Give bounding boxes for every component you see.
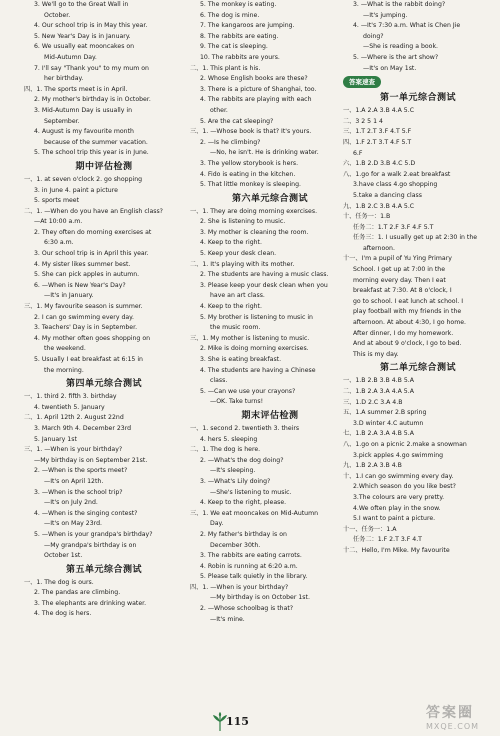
answer-line: —It's mine. [210,615,245,623]
answer-line: 3. Teachers' Day is in September. [34,324,138,332]
answer-line: have an art class. [210,292,265,300]
answer-line: 9. The cat is sleeping. [200,43,268,51]
answer-line: 4. hers 5. sleeping [200,435,258,443]
page-number: 115 [226,715,249,728]
answer-line: 4. Our school trip is in May this year. [34,22,148,30]
answer-line: —It's in January. [44,292,94,300]
answer-line: 3.The colours are very pretty. [353,493,445,501]
answer-line: 3.have class 4.go shopping [353,181,438,189]
section-heading: 期末评估检测 [241,410,299,421]
answer-line: 3. Mid-Autumn Day is usually in [34,106,133,114]
answer-line: go to school. I eat lunch at school. I [353,297,464,305]
answer-line: 二、1. This plant is his. [190,64,261,72]
answer-line: 4. Keep to the right, please. [200,499,287,507]
answer-line: 4. —When is the singing contest? [34,509,138,517]
answer-line: 2. —When is the sports meet? [34,467,128,475]
answer-line: 4. August is my favourite month [34,128,134,136]
answer-line: 6. —When is New Year's Day? [34,281,126,289]
answer-line: 6. We usually eat mooncakes on [34,43,135,51]
middle-column [190,0,350,710]
answer-line: 4. Fido is eating in the kitchen. [200,170,296,178]
answer-line: 5. The school trip this year is in June. [34,149,149,157]
answer-line: 2. They often do morning exercises at [34,228,152,236]
answer-line: 一、1. at seven o'clock 2. go shopping [24,175,143,183]
answer-line: 3. —What's Lily doing? [200,477,271,485]
answer-line: —OK. Take turns! [210,398,264,406]
answer-line: 一、1. second 2. twentieth 3. theirs [190,424,300,432]
answer-line: 4. twentieth 5. January [34,403,105,411]
answer-line: 七、1.B 2.A 3.A 4.B 5.A [343,430,414,438]
answer-line: 3. My mother is cleaning the room. [200,228,309,236]
answer-line: 5. The monkey is eating. [200,1,277,8]
answer-line: —She is reading a book. [363,43,438,51]
answer-line: 4. —It's 7:30 a.m. What is Chen Jie [353,22,461,30]
answer-line: —It's sleeping. [210,467,256,475]
answer-line: 二、3 2 5 1 4 [343,117,383,125]
answer-line: 二、1. April 12th 2. August 22nd [24,414,124,422]
section-badge: 答案速查 [343,76,381,88]
answer-line: —It's on May 23rd. [44,520,102,528]
answer-line: 7. I'll say "Thank you" to my mum on [34,64,149,72]
answer-line: 3.D winter 4.C autumn [353,419,424,427]
left-column [24,0,184,710]
answer-line: 8. The rabbits are eating. [200,32,279,40]
answer-line: 2. —Is he climbing? [200,138,261,146]
answer-line: —At 10:00 a.m. [34,218,83,226]
section-heading: 第一单元综合测试 [379,93,456,104]
answer-line: the weekend. [44,345,86,353]
answer-line: 7. The kangaroos are jumping. [200,22,295,30]
answer-line: 二、1.B 2.A 3.A 4.A 5.A [343,388,414,395]
answer-line: 一、1. third 2. fifth 3. birthday [24,393,117,401]
section-heading: 第五单元综合测试 [65,564,142,575]
watermark-url: MXQE.COM [426,722,480,731]
answer-line: play football with my friends in the [353,308,462,316]
answer-line: 八、1.go on a picnic 2.make a snowman [343,440,467,448]
answer-line: 5. Are the cat sleeping? [200,117,274,125]
answer-line: 四、1. The sports meet is in April. [24,85,128,93]
answer-line: —It's on April 12th. [44,477,104,485]
answer-line: 4. My mother often goes shopping on [34,334,151,342]
answer-line: 十二、Hello, I'm Mike. My favourite [343,546,450,554]
answer-line: 九、1.B 2.A 3.B 4.B [343,462,402,470]
answer-line: 10. The rabbits are yours. [200,53,280,61]
answer-line: breakfast at 7:30. At 8 o'clock, I [353,287,452,295]
answer-line: 3. March 9th 4. December 23rd [34,424,132,432]
answer-line: 4. The dog is hers. [34,610,92,618]
answer-line: 3. The rabbits are eating carrots. [200,552,302,560]
section-heading: 期中评估检测 [75,161,133,172]
answer-line: 5.I want to paint a picture. [353,515,436,523]
answer-line: 三、1.T 2.T 3.F 4.T 5.F [343,128,412,136]
answer-line: her birthday. [44,75,84,83]
answer-line: 三、1. We eat mooncakes on Mid-Autumn [190,509,319,517]
section-heading: 第六单元综合测试 [231,193,308,204]
answer-line: 任务三：1. I usually get up at 2:30 in the [353,234,478,242]
answer-line: the morning. [44,366,84,374]
answer-line: 4. The rabbits are playing with each [200,96,312,104]
answer-line: 三、1. My favourite season is summer. [24,303,143,311]
answer-line: class. [210,377,228,385]
answer-line: 5. Please talk quietly in the library. [200,573,308,581]
answer-line: 2. I can go swimming every day. [34,313,134,321]
right-column [343,0,493,710]
answer-line: 3. The elephants are drinking water. [34,599,147,607]
section-heading: 第四单元综合测试 [65,379,142,390]
answer-line: 5. She can pick apples in autumn. [34,271,140,279]
answer-line: Mid-Autumn Day. [44,53,97,61]
answer-line: 九、1.B 2.C 3.B 4.A 5.C [343,202,415,210]
badge-row [343,74,493,90]
answer-line: —It's on May 1st. [363,64,417,72]
answer-line: 任务二：1.F 2.T 3.F 4.T [353,536,422,544]
answer-line: 5. January 1st [34,435,77,443]
answer-line: 5.take a dancing class [353,191,422,199]
answer-line: 三、1. —Whose book is that? It's yours. [190,128,312,136]
answer-line: 3. She is eating breakfast. [200,356,282,363]
answer-line: 一、1. The dog is ours. [24,578,94,586]
answer-line: —No, he isn't. He is drinking water. [210,149,319,157]
answer-line: Day. [210,520,224,528]
answer-line: September. [44,117,80,125]
answer-line: October. [44,11,71,19]
answer-line: October 1st. [44,552,83,560]
answer-line: 3. There is a picture of Shanghai, too. [200,85,317,93]
answer-line: 6. The dog is mine. [200,11,260,19]
answer-line: morning every day. Then I eat [353,276,446,284]
answer-line: 5. Usually I eat breakfast at 6:15 in [34,356,143,363]
answer-line: 四、1.F 2.T 3.T 4.F 5.T [343,138,412,146]
answer-line: afternoon. [363,244,395,252]
answer-line: 五、1.A summer 2.B spring [343,409,427,417]
answer-line: 5. Keep your desk clean. [200,250,277,258]
answer-line: 5. My brother is listening to music in [200,313,313,321]
answer-line: 一、1.B 2.B 3.B 4.B 5.A [343,377,414,385]
answer-line: doing? [363,32,384,40]
answer-line: 八、1.go for a walk 2.eat breakfast [343,170,451,178]
answer-line: 一、1.A 2.A 3.B 4.A 5.C [343,107,415,115]
answer-line: 三、1. —When is your birthday? [24,446,123,454]
answer-line: 十、1.I can go swimming every day. [343,472,454,480]
answer-line: 十一、任务一：1.A [343,525,397,533]
answer-line: —It's on July 2nd. [44,499,98,507]
answer-line: 4. My sister likes summer best. [34,260,131,268]
answer-line: 3. —What is the rabbit doing? [353,1,446,8]
answer-line: 5. —When is your grandpa's birthday? [34,530,153,538]
answer-line: 4. The students are having a Chinese [200,366,316,374]
watermark-logo [426,702,496,734]
answer-line: —My birthday is on September 21st. [34,456,148,464]
answer-line: 2. Whose English books are these? [200,75,308,83]
answer-line: 2. My father's birthday is on [200,530,287,538]
answer-line: 3.pick apples 4.go swimming [353,451,444,459]
answer-line: 3. We'll go to the Great Wall in [34,1,129,8]
answer-line: 5. —Where is the art show? [353,53,439,61]
answer-line: 4. Robin is running at 6:20 a.m. [200,562,298,570]
answer-line: 5. That little monkey is sleeping. [200,181,301,189]
answer-line: 2. The pandas are climbing. [34,589,121,597]
answer-line: This is my day. [353,350,399,358]
answer-line: 5. New Year's Day is in January. [34,32,131,40]
answer-line: 2. —What's the dog doing? [200,456,284,464]
answer-line: 4. Keep to the right. [200,239,262,247]
answer-line: —My birthday is on October 1st. [210,594,310,602]
answer-line: the music room. [210,324,261,332]
answer-line: 4.We often play in the snow. [353,504,441,512]
answer-line: —It's jumping. [363,11,408,19]
answer-line: 二、1. —When do you have an English class? [24,207,163,215]
answer-line: School. I get up at 7:00 in the [353,266,446,274]
answer-line: 2. Mike is doing morning exercises. [200,345,309,353]
answer-line: 2.Which season do you like best? [353,483,456,491]
answer-line: 3. Our school trip is in April this year. [34,250,149,258]
answer-line: 6.F [353,149,363,157]
answer-line: December 30th. [210,541,261,549]
answer-line: 四、1. —When is your birthday? [190,583,289,591]
answer-line: 十一、I'm a pupil of Yu Ying Primary [343,255,452,263]
answer-line: 六、1.B 2.D 3.B 4.C 5.D [343,160,416,168]
answer-line: 3. in June 4. paint a picture [34,186,118,194]
answer-line: 二、1. The dog is here. [190,446,261,454]
answer-line: 十、任务一：1.B [343,213,391,221]
answer-line: 4. Keep to the right. [200,303,262,311]
answer-line: because of the summer vacation. [44,138,148,146]
answer-line: 2. My mother's birthday is in October. [34,96,151,104]
answer-line: And at about 9 o'clock, I go to bed. [353,340,462,348]
watermark-title: 答案圈 [426,705,474,721]
answer-line: 5. sports meet [34,197,80,205]
answer-line: 3. The yellow storybook is hers. [200,159,299,167]
answer-line: 5. —Can we use your crayons? [200,387,296,395]
answer-line: other. [210,106,228,114]
answer-line: 2. She is listening to music. [200,218,286,226]
answer-line: 二、1. It's playing with its mother. [190,260,295,268]
answer-line: 三、1. My mother is listening to music. [190,334,310,342]
answer-line: 2. The students are having a music class. [200,271,329,279]
answer-line: 3. Please keep your desk clean when you [200,281,328,289]
answer-line: 2. —Whose schoolbag is that? [200,605,294,613]
answer-line: 3. —When is the school trip? [34,488,123,496]
answer-line: 6:30 a.m. [44,239,74,247]
answer-line: —My grandpa's birthday is on [44,541,137,549]
section-heading: 第二单元综合测试 [379,363,456,374]
answer-line: afternoon. At about 4:30, I go home. [353,319,467,327]
answer-line: 任务二：1.T 2.F 3.F 4.F 5.T [353,223,434,231]
answer-line: —She's listening to music. [210,488,292,496]
answer-line: 三、1.D 2.C 3.A 4.B [343,398,403,406]
answer-line: After dinner, I do my homework. [353,329,454,337]
answer-line: 一、1. They are doing morning exercises. [190,207,318,215]
